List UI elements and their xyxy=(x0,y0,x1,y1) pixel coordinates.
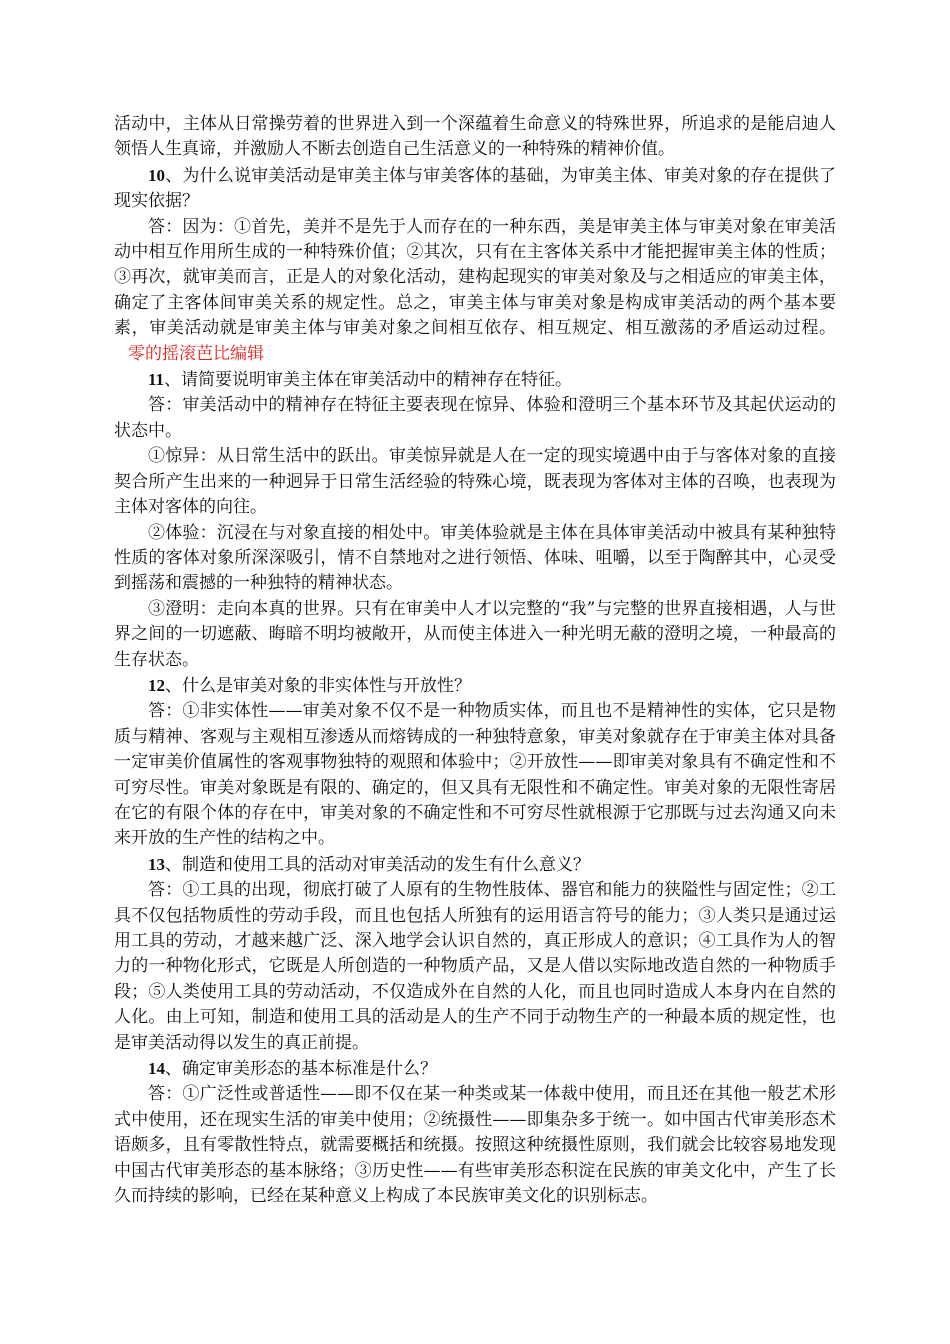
question-12-text: 、什么是审美对象的非实体性与开放性？ xyxy=(165,675,471,696)
answer-11-point-2: ②体验：沉浸在与对象直接的相处中。审美体验就是主体在具体审美活动中被具有某种独特性质的客体对象所深深吸引，情不自禁地对之进行领悟、体味、咀嚼，以至于陶醉其中，心灵受到摇荡和震撼的一种独特的精神状态。 xyxy=(114,522,836,594)
question-13-number: 13 xyxy=(148,854,165,874)
document-page xyxy=(114,112,836,1209)
question-10-text: 、为什么说审美活动是审美主体与审美客体的基础，为审美主体、审美对象的存在提供了现实依据？ xyxy=(114,165,836,212)
question-11 xyxy=(114,367,836,393)
question-14-text: 、确定审美形态的基本标准是什么？ xyxy=(165,1059,437,1080)
question-10-number: 10 xyxy=(148,165,165,185)
editor-note: 零的摇滚芭比编辑 xyxy=(128,343,264,364)
question-13 xyxy=(114,852,836,878)
question-14 xyxy=(114,1056,836,1082)
answer-11: 答：审美活动中的精神存在特征主要表现在惊异、体验和澄明三个基本环节及其起伏运动的状态中。 xyxy=(114,395,836,441)
answer-10 xyxy=(114,215,836,367)
answer-13: 答：①工具的出现，彻底打破了人原有的生物性肢体、器官和能力的狭隘性与固定性；②工具不仅包括物质性的劳动手段，而且也包括人所独有的运用语言符号的能力；③人类只是通过运用工具的劳动，才越来越广泛、深入地学会认识自然的，真正形成人的意识；④工具作为人的智力的一种物化形式，它既是人所创造的一种物质产品，又是人借以实际地改造自然的一种物质手段；⑤人类使用工具的劳动活动，不仅造成外在自然的人化，而且也同时造成人本身内在自然的人化。由上可知，制造和使用工具的活动是人的生产不同于动物生产的一种最本质的规定性，也是审美活动得以发生的真正前提。 xyxy=(114,880,836,1053)
question-11-number: 11 xyxy=(148,370,165,390)
question-10 xyxy=(114,163,836,215)
question-14-number: 14 xyxy=(148,1059,165,1079)
answer-11-point-1: ①惊异：从日常生活中的跃出。审美惊异就是人在一定的现实境遇中由于与客体对象的直接契合所产生出来的一种迥异于日常生活经验的特殊心境，既表现为客体对主体的召唤，也表现为主体对客体的向往。 xyxy=(114,446,836,518)
answer-12: 答：①非实体性——审美对象不仅不是一种物质实体，而且也不是精神性的实体，它只是物质与精神、客观与主观相互渗透从而熔铸成的一种独特意象，审美对象就存在于审美主体对具备一定审美价值属性的客观事物独特的观照和体验中；②开放性——即审美对象具有不确定性和不可穷尽性。审美对象既是有限的、确定的，但又具有无限性和不确定性。审美对象的无限性寄居在它的有限个体的存在中，审美对象的不确定性和不可穷尽性就根源于它那既与过去沟通又向未来开放的生产性的结构之中。 xyxy=(114,701,836,849)
question-11-text: 、请简要说明审美主体在审美活动中的精神存在特征。 xyxy=(164,370,573,391)
answer-11-point-3: ③澄明：走向本真的世界。只有在审美中人才以完整的“我”与完整的世界直接相遇，人与世界之间的一切遮蔽、晦暗不明均被敞开，从而使主体进入一种光明无蔽的澄明之境，一种最高的生存状态。 xyxy=(114,598,836,670)
question-13-text: 、制造和使用工具的活动对审美活动的发生有什么意义？ xyxy=(165,854,590,875)
question-12 xyxy=(114,673,836,699)
intro-paragraph: 活动中，主体从日常操劳着的世界进入到一个深蕴着生命意义的特殊世界，所追求的是能启迪人领悟人生真谛，并激励人不断去创造自己生活意义的一种特殊的精神价值。 xyxy=(114,114,836,160)
answer-10-text: 答：因为：①首先，美并不是先于人而存在的一种东西，美是审美主体与审美对象在审美活动中相互作用所生成的一种特殊价值；②其次，只有在主客体关系中才能把握审美主体的性质；③再次，就审美而言，正是人的对象化活动，建构起现实的审美对象及与之相适应的审美主体，确定了主客体间审美关系的规定性。总之，审美主体与审美对象是构成审美活动的两个基本要素，审美活动就是审美主体与审美对象之间相互依存、相互规定、相互激荡的矛盾运动过程。 xyxy=(114,216,836,339)
question-12-number: 12 xyxy=(148,675,165,695)
answer-14: 答：①广泛性或普适性——即不仅在某一种类或某一体裁中使用，而且还在其他一般艺术形式中使用，还在现实生活的审美中使用；②统摄性——即集杂多于统一。如中国古代审美形态术语颇多，且有零散性特点，就需要概括和统摄。按照这种统摄性原则，我们就会比较容易地发现中国古代审美形态的基本脉络；③历史性——有些审美形态积淀在民族的审美文化中，产生了长久而持续的影响，已经在某种意义上构成了本民族审美文化的识别标志。 xyxy=(114,1084,836,1207)
